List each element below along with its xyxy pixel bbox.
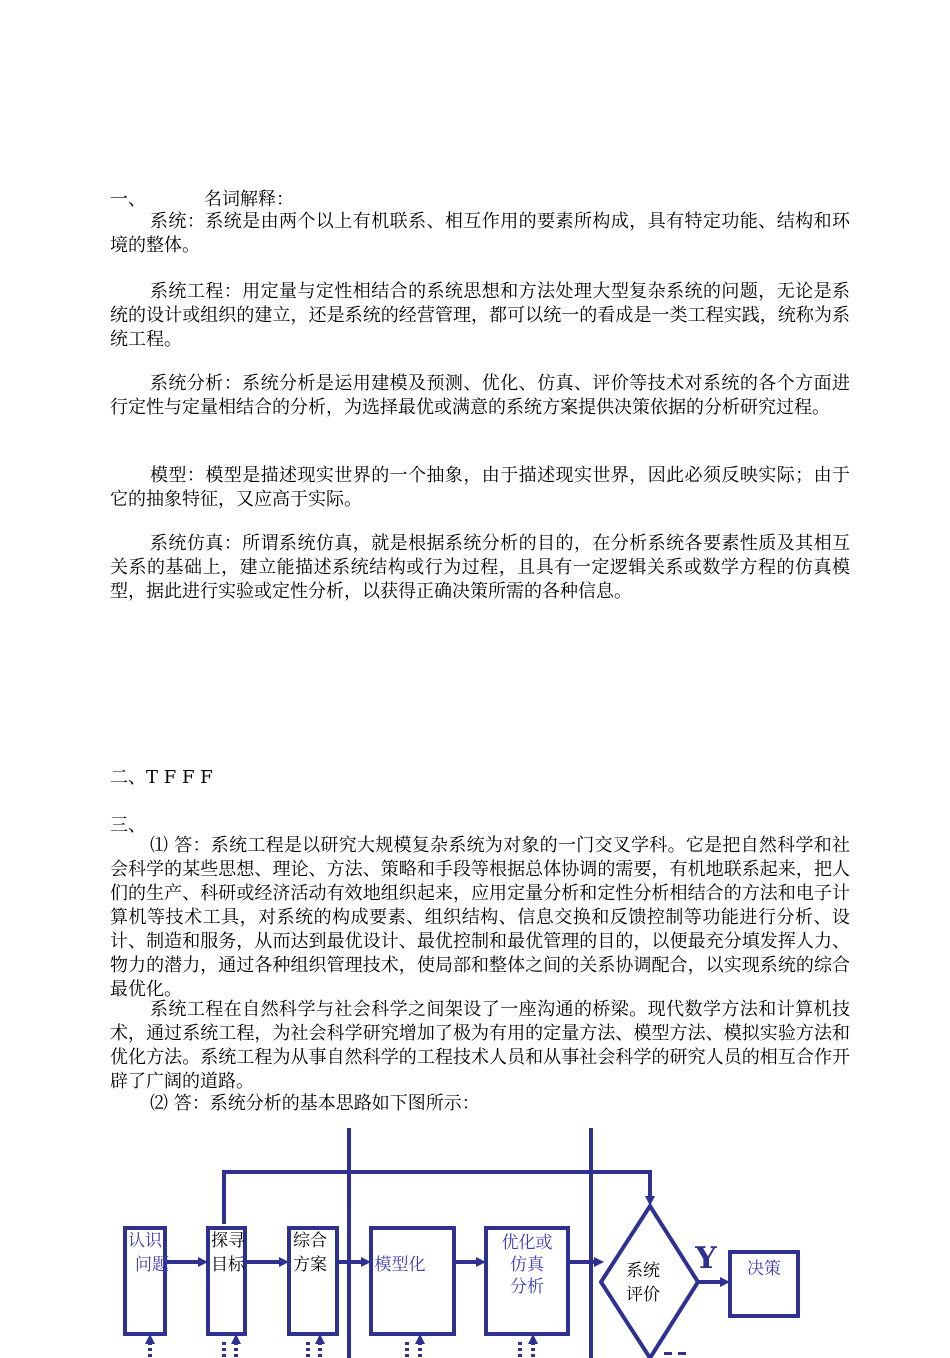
term-systems-analysis xyxy=(110,372,850,420)
term-text: 用定量与定性相结合的系统思想和方法处理大型复杂系统的问题，无论是系统的设计或组织的建立，还是系统的经营管理，都可以统一的看成是一类工程实践，统称为系统工程。 xyxy=(110,281,851,350)
term-system-simulation xyxy=(110,532,850,604)
box-4-line-1: 模型化 xyxy=(374,1255,426,1275)
section-1-title: 名词解释： xyxy=(204,189,294,210)
term-system xyxy=(110,210,850,258)
answer-1: ⑴ 答：系统工程是以研究大规模复杂系统为对象的一门交叉学科。它是把自然科学和社会科学的某些思想、理论、方法、策略和手段等根据总体协调的需要，有机地联系起来，把人们的生产、科研或经济活动有效地组织起来，应用定量分析和定性分析相结合的方法和电子计算机等技术工具，对系统的构成要素、组织结构、信息交换和反馈控制等功能进行分析、设计、制造和服务，从而达到最优设计、最优控制和最优管理的目的，以便最充分填发挥人力、物力的潜力，通过各种组织管理技术，使局部和整体之间的关系协调配合，以实现系统的综合最优化。 xyxy=(110,835,850,1000)
systems-analysis-flowchart xyxy=(0,1120,950,1358)
diamond-line-2: 评价 xyxy=(626,1285,660,1305)
term-model xyxy=(110,464,850,512)
dash-mark xyxy=(678,1352,686,1355)
box-5-line-3: 分析 xyxy=(510,1277,544,1297)
box-1-line-2: 问题 xyxy=(135,1255,169,1275)
flow-diamond-evaluation xyxy=(601,1206,698,1358)
term-text: 模型是描述现实世界的一个抽象，由于描述现实世界，因此必须反映实际；由于它的抽象特征，又应高于实际。 xyxy=(110,465,851,510)
term-label: 模型： xyxy=(150,465,206,486)
decision-label: 决策 xyxy=(747,1259,781,1279)
box-2-line-1: 探寻 xyxy=(211,1231,245,1251)
term-label: 系统仿真： xyxy=(150,533,243,554)
dash-mark xyxy=(664,1352,672,1355)
section-2-answers: 二、T F F F xyxy=(110,767,213,788)
answer-1-continued: 系统工程在自然科学与社会科学之间架设了一座沟通的桥梁。现代数学方法和计算机技术，通过系统工程，为社会科学研究增加了极为有用的定量方法、模型方法、模拟实验方法和优化方法。系统工程为从事自然科学的工程技术人员和从事社会科学的研究人员的相互合作开辟了广阔的道路。 xyxy=(110,999,850,1092)
answer-2: ⑵ 答：系统分析的基本思路如下图所示： xyxy=(150,1093,480,1114)
term-text: 系统分析是运用建模及预测、优化、仿真、评价等技术对系统的各个方面进行定性与定量相结合的分析，为选择最优或满意的系统方案提供决策依据的分析研究过程。 xyxy=(110,373,851,418)
box-3-line-1: 综合 xyxy=(293,1231,327,1251)
box-5-line-1: 优化或 xyxy=(501,1233,553,1253)
arrow-icon xyxy=(594,1257,604,1267)
feedback-loop-line xyxy=(224,1172,650,1224)
diamond-line-1: 系统 xyxy=(626,1261,660,1281)
term-label: 系统工程： xyxy=(150,281,243,302)
term-label: 系统分析： xyxy=(150,373,243,394)
term-text: 所谓系统仿真，就是根据系统分析的目的，在分析系统各要素性质及其相互关系的基础上，建立能描述系统结构或行为过程，且具有一定逻辑关系或数学方程的仿真模型，据此进行实验或定性分析，以获得正确决策所需的各种信息。 xyxy=(110,533,851,602)
yes-label: Y xyxy=(695,1241,717,1276)
box-2-line-2: 目标 xyxy=(211,1255,245,1275)
flow-box-modeling xyxy=(371,1228,454,1334)
section-1-number: 一、 xyxy=(110,189,146,210)
term-label: 系统： xyxy=(150,211,206,232)
box-5-line-2: 仿真 xyxy=(510,1255,544,1275)
box-1-line-1: 认识 xyxy=(128,1231,162,1251)
section-3-heading: 三、 xyxy=(110,815,146,836)
term-text: 系统是由两个以上有机联系、相互作用的要素所构成，具有特定功能、结构和环境的整体。 xyxy=(110,211,851,256)
section-1-heading xyxy=(110,188,294,212)
box-3-line-2: 方案 xyxy=(293,1255,327,1275)
arrow-icon xyxy=(645,1196,655,1206)
term-systems-engineering xyxy=(110,280,850,352)
